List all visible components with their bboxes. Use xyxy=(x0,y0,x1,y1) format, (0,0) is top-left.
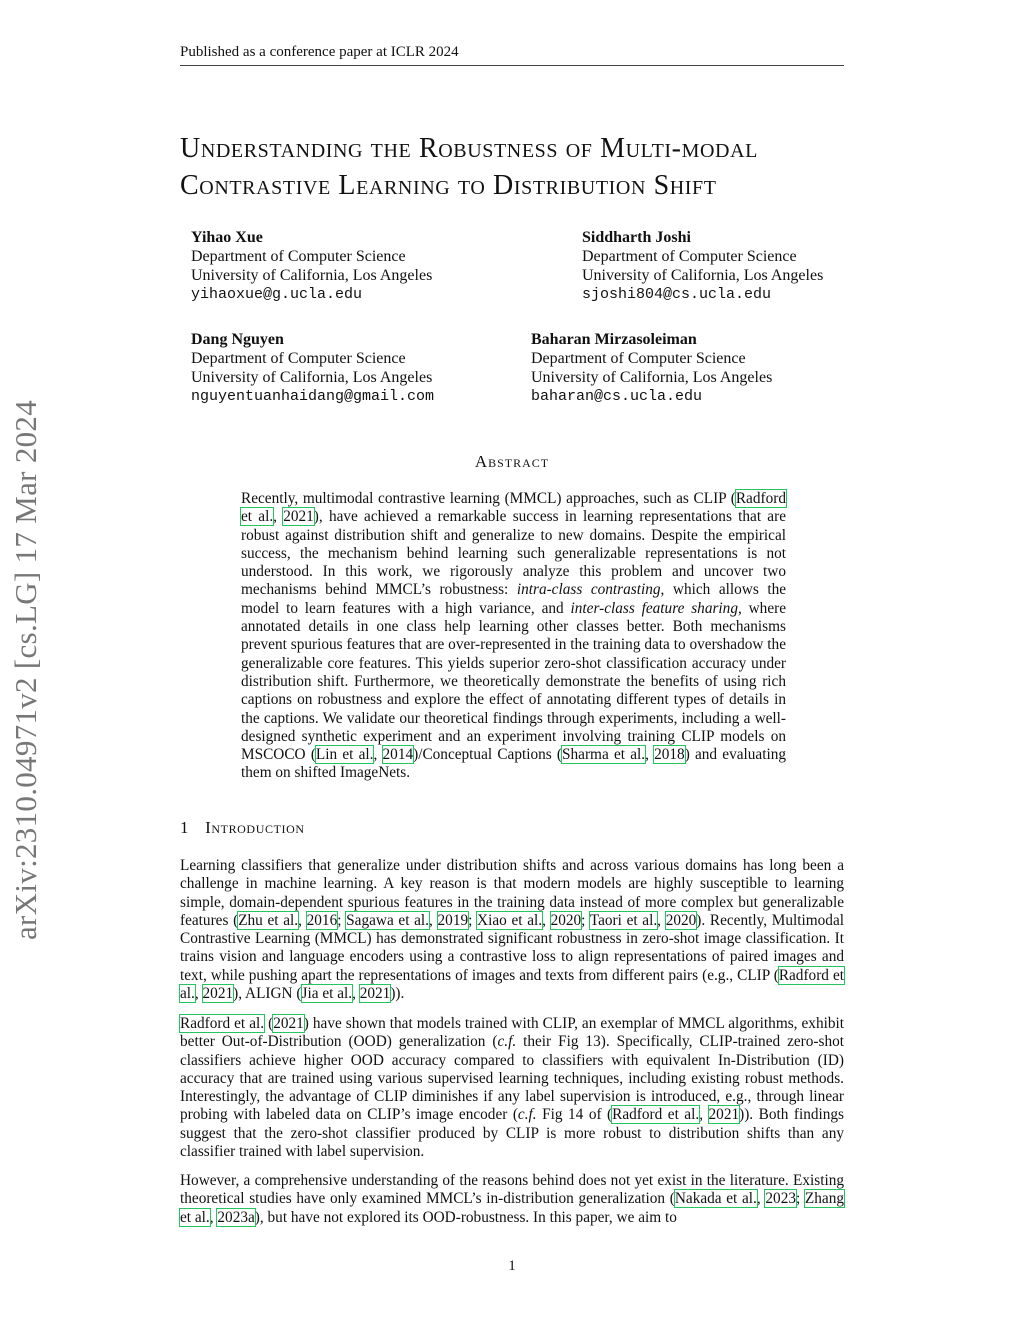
author-univ: University of California, Los Angeles xyxy=(191,267,433,284)
citation-year-link[interactable]: 2021 xyxy=(708,1106,740,1124)
paragraph-text: )). xyxy=(390,985,405,1003)
page-number: 1 xyxy=(508,1258,516,1274)
author-univ: University of California, Los Angeles xyxy=(582,267,824,284)
arxiv-identifier[interactable]: arXiv:2310.04971v2 [cs.LG] 17 Mar 2024 xyxy=(8,399,43,940)
paragraph-emphasis: c.f. xyxy=(517,1106,537,1124)
author-email[interactable]: yihaoxue@g.ucla.edu xyxy=(191,286,363,303)
paragraph-emphasis: c.f. xyxy=(497,1033,517,1051)
running-header: Published as a conference paper at ICLR 2024 xyxy=(180,44,844,66)
title-line-2: Contrastive Learning to Distribution Shift xyxy=(180,170,717,201)
paragraph-text: their Fig 13). Specifically, CLIP-trained zero-shot classifiers achieve higher OOD accuracy compared to classifiers with equivalent In-Distribution (ID) accuracy that are trained using various supervised learning techniques, including existing robust methods. Interestingly, the advantage of CLIP diminishes if any label supervision is introduced, e.g., through linear probing with labeled data on CLIP’s image encoder ( xyxy=(180,1033,844,1124)
abstract-text: , which allows the model to learn features with a high variance, and xyxy=(241,581,787,617)
citation-link[interactable]: Radford et al. xyxy=(241,490,786,526)
citation-link[interactable]: Radford et al. xyxy=(180,966,844,1003)
author-name: Dang Nguyen xyxy=(191,331,284,348)
citation-year-link[interactable]: 2021 xyxy=(283,508,314,526)
paper-title xyxy=(180,130,860,204)
citation-year-link[interactable]: 2021 xyxy=(273,1015,304,1032)
author-name: Baharan Mirzasoleiman xyxy=(531,331,697,348)
citation-link[interactable]: Jia et al. xyxy=(301,985,353,1003)
paragraph-text: )). Both findings suggest that the zero-shot classifier produced by CLIP is more robust to distribution shifts than any classifier trained with label supervision. xyxy=(180,1106,845,1161)
abstract-emphasis: intra-class contrasting xyxy=(516,581,661,599)
abstract-body xyxy=(241,490,786,783)
citation-link[interactable]: Zhang et al. xyxy=(180,1190,845,1226)
author-name: Yihao Xue xyxy=(191,229,263,246)
citation-link[interactable]: Taori et al. xyxy=(589,911,658,929)
paragraph-text: ), ALIGN ( xyxy=(233,985,302,1003)
abstract-text: Recently, multimodal contrastive learning (MMCL) approaches, such as CLIP ( xyxy=(241,490,736,507)
abstract-text: )/Conceptual Captions ( xyxy=(413,746,563,764)
citation-year-link[interactable]: 2018 xyxy=(654,746,685,764)
citation-year-link[interactable]: 2020 xyxy=(665,911,697,929)
citation-link[interactable]: Lin et al. xyxy=(315,746,374,764)
citation-link[interactable]: Radford et al. xyxy=(612,1106,700,1124)
paragraph-1: Learning classifiers that generalize under distribution shifts and across various domains has long been a challenge in machine learning. A key reason is that modern models are highly susceptible to learning simple, domain-dependent spurious features in the training data instead of more complex but generalizable features (Zhu et al., 2016; Sagawa et al., 2019; Xiao et al., 2020; Taori et al., 2020). Recently, Multimodal Contrastive Learning (MMCL) has demonstrated significant robustness in zero-shot image classification. It trains vision and language encoders using a contrastive loss to align representations of paired images and text, while pushing apart the representations of images and texts from different pairs (e.g., CLIP (Radford et al., 2021), ALIGN (Jia et al., 2021)). xyxy=(180,857,844,1003)
author-email[interactable]: sjoshi804@cs.ucla.edu xyxy=(582,286,772,303)
paragraph-text: Fig 14 of ( xyxy=(536,1106,613,1124)
author-dept: Department of Computer Science xyxy=(191,248,406,265)
author-block-1 xyxy=(191,228,432,304)
paragraph-text: ). Recently, Multimodal Contrastive Learning (MMCL) has demonstrated significant robustness in zero-shot image classification. It trains vision and language encoders using a contrastive loss to align representations of paired images and text, while pushing apart the representations of images and texts from different pairs (e.g., CLIP ( xyxy=(180,911,844,984)
abstract-heading: Abstract xyxy=(474,452,550,471)
citation-link[interactable]: Radford et al. xyxy=(180,1015,265,1032)
abstract-text: , xyxy=(645,746,655,764)
citation-year-link[interactable]: 2021 xyxy=(359,985,391,1003)
paragraph-text: ), but have not explored its OOD-robustness. In this paper, we aim to xyxy=(254,1208,677,1226)
author-univ: University of California, Los Angeles xyxy=(531,369,773,386)
citation-year-link[interactable]: 2016 xyxy=(306,911,338,929)
title-line-1: Understanding the Robustness of Multi-modal xyxy=(180,133,758,164)
citation-year-link[interactable]: 2014 xyxy=(382,746,414,764)
author-dept: Department of Computer Science xyxy=(582,248,797,265)
author-dept: Department of Computer Science xyxy=(531,350,746,367)
citation-link[interactable]: Xiao et al. xyxy=(477,911,543,929)
citation-year-link[interactable]: 2023a xyxy=(217,1208,255,1226)
author-name: Siddharth Joshi xyxy=(582,229,691,246)
abstract-text: , xyxy=(273,508,284,526)
abstract-text: , where annotated details in one class help learning other classes better. Both mechanisms prevent spurious features that are over-represented in the training data to overshadow the generalizable core features. This yields superior zero-shot classification accuracy under distribution shift. Furthermore, we theoretically demonstrate the benefits of using rich captions on robustness and explore the effect of annotating different types of details in the captions. We validate our theoretical findings through experiments, including a well-designed synthetic experiment and an experiment involving training CLIP models on MSCOCO ( xyxy=(241,599,786,764)
paragraph-3: However, a comprehensive understanding of the reasons behind does not yet exist in the literature. Existing theoretical studies have only examined MMCL’s in-distribution generalization (Nakada et al., 2023; Zhang et al., 2023a), but have not explored its OOD-robustness. In this paper, we aim to xyxy=(180,1172,845,1226)
paragraph-text: However, a comprehensive understanding of the reasons behind does not yet exist in the literature. Existing theoretical studies have only examined MMCL’s in-distribution generalization ( xyxy=(180,1172,844,1208)
section-title: Introduction xyxy=(205,818,305,837)
author-univ: University of California, Los Angeles xyxy=(191,369,433,386)
citation-year-link[interactable]: 2023 xyxy=(765,1190,796,1208)
author-block-4 xyxy=(531,330,772,406)
author-block-2 xyxy=(582,228,823,304)
citation-link[interactable]: Sharma et al. xyxy=(562,746,646,764)
author-email[interactable]: baharan@cs.ucla.edu xyxy=(531,388,703,405)
section-number: 1 xyxy=(180,818,190,837)
citation-link[interactable]: Zhu et al. xyxy=(238,911,299,929)
citation-link[interactable]: Nakada et al. xyxy=(674,1190,757,1208)
citation-year-link[interactable]: 2019 xyxy=(437,911,469,929)
citation-year-link[interactable]: 2020 xyxy=(550,911,582,929)
paragraph-2: Radford et al. (2021) have shown that models trained with CLIP, an exemplar of MMCL algorithms, exhibit better Out-of-Distribution (OOD) generalization (c.f. their Fig 13). Specifically, CLIP-trained zero-shot classifiers achieve higher OOD accuracy compared to classifiers with equivalent In-Distribution (ID) accuracy that are trained using various supervised learning techniques, including existing robust methods. Interestingly, the advantage of CLIP diminishes if any label supervision is introduced, e.g., through linear probing with labeled data on CLIP’s image encoder (c.f. Fig 14 of (Radford et al., 2021)). Both findings suggest that the zero-shot classifier produced by CLIP is more robust to distribution shifts than any classifier trained with label supervision. xyxy=(180,1015,845,1161)
citation-year-link[interactable]: 2021 xyxy=(202,985,234,1003)
abstract-emphasis: inter-class feature sharing xyxy=(570,599,738,617)
abstract-text: ) and evaluating them on shifted ImageNets. xyxy=(241,746,786,782)
author-email[interactable]: nguyentuanhaidang@gmail.com xyxy=(191,388,435,405)
abstract-text: ), have achieved a remarkable success in learning representations that are robust against distribution shift and generalize to new domains. Despite the empirical success, the mechanism behind learning such generalizable representations is not understood. In this work, we rigorously analyze this problem and uncover two mechanisms behind MMCL’s robustness: xyxy=(241,508,786,599)
author-dept: Department of Computer Science xyxy=(191,350,406,367)
paragraph-text: have shown that models trained with CLIP, an exemplar of MMCL algorithms, exhibit better Out-of-Distribution (OOD) generalization ( xyxy=(180,1015,844,1051)
paragraph-text: Learning classifiers that generalize under distribution shifts and across various domains has long been a challenge in machine learning. A key reason is that modern models are highly susceptible to learning simple, domain-dependent spurious features in the training data instead of more complex but generalizable features ( xyxy=(180,857,844,929)
author-block-3 xyxy=(191,330,434,406)
section-heading-introduction xyxy=(180,818,305,838)
abstract-text: , xyxy=(373,746,383,764)
citation-link[interactable]: Sagawa et al. xyxy=(346,911,429,929)
